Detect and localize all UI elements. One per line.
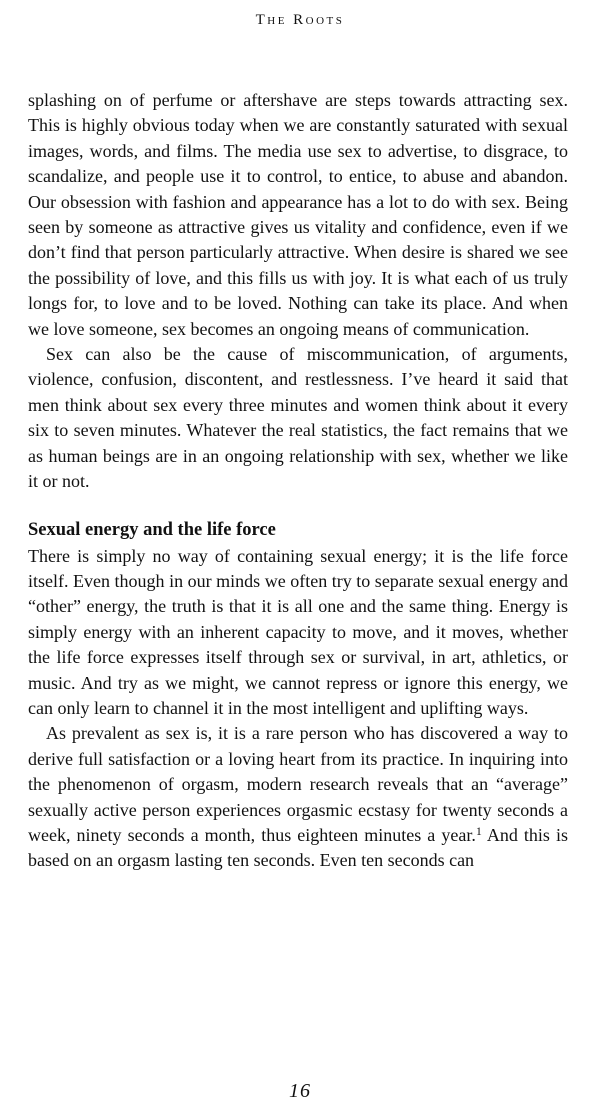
footnote-marker: 1 — [475, 823, 482, 838]
paragraph: There is simply no way of containing sexual energy; it is the life force itself. Even though in our minds we often try to separate sexual energy and “other” energy, the truth is that it is all one and the same thing. Energy is simply energy with an inherent capacity to move, and it moves, whether the life force expresses itself through sex or survival, in art, athletics, or music. And try as we might, we cannot repress or ignore this energy, we can only learn to channel it in the most intelligent and uplifting ways. — [28, 545, 568, 718]
section-heading: Sexual energy and the life force — [28, 519, 276, 540]
paragraph-text-continued: And this is based on an orgasm lasting ten seconds. Even ten seconds can — [28, 824, 568, 871]
paragraph: Sex can also be the cause of miscommunication, of arguments, violence, confusion, discontent, and restlessness. I’ve heard it said that men think about sex every three minutes and women think about it every six to seven minutes. Whatever the real statistics, the fact remains that we as human beings are in an ongoing relationship with sex, whether we like it or not. — [28, 344, 568, 492]
running-head: The Roots — [255, 12, 345, 28]
paragraph-with-footnote — [28, 721, 568, 873]
body-text — [28, 88, 568, 874]
page-number: 16 — [289, 1080, 311, 1102]
paragraph-text: As prevalent as sex is, it is a rare person who has discovered a way to derive full satisfaction or a loving heart from its practice. In inquiring into the phenomenon of orgasm, modern research reveals that an “average” sexually active person experiences orgasmic ecstasy for twenty seconds a week, ninety seconds a month, thus eighteen minutes a year. — [28, 723, 568, 845]
paragraph: splashing on of perfume or aftershave are steps towards attracting sex. This is highly obvious today when we are constantly saturated with sexual images, words, and films. The media use sex to advertise, to disgrace, to scandalize, and people use it to control, to entice, to abuse and abandon. Our obsession with fashion and appearance has a lot to do with sex. Being seen by someone as attractive gives us vitality and confidence, even if we don’t find that person particularly attractive. When desire is shared we see the possibility of love, and this fills us with joy. It is what each of us truly longs for, to love and to be loved. Nothing can take its place. And when we love someone, sex becomes an ongoing means of communication. — [28, 90, 568, 339]
